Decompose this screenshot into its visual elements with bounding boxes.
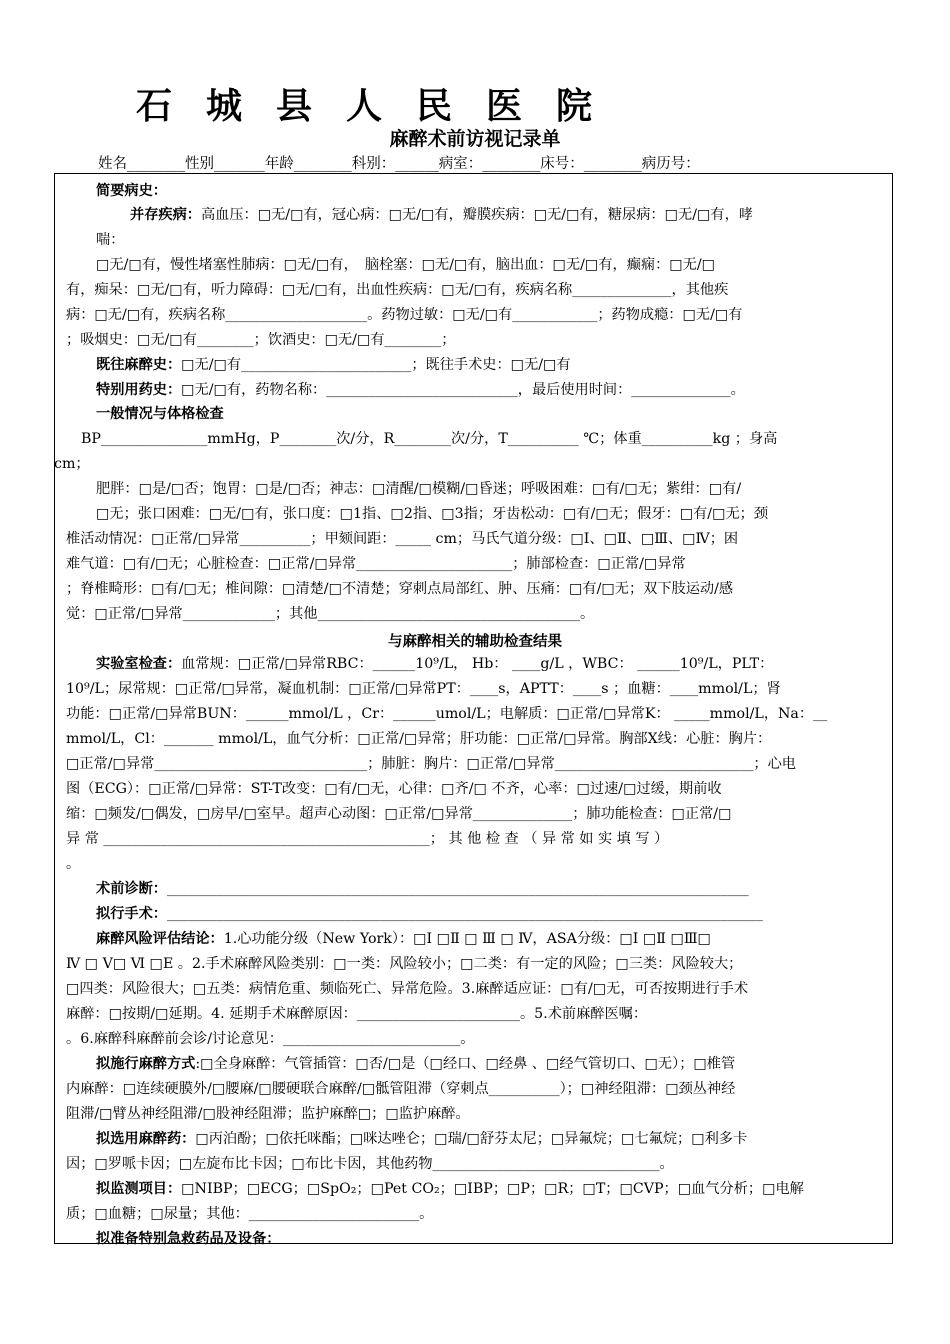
form-line: cm； xyxy=(54,456,90,472)
form-line: 拟准备特别急救药品及设备： xyxy=(96,1231,281,1247)
form-line: 有，痴呆：□无/□有，听力障碍：□无/□有，出血性疾病：□无/□有，疾病名称______________，其他疾 xyxy=(66,282,729,298)
form-line: Ⅳ □ Ⅴ□ Ⅵ □E 。2.手术麻醉风险类别：□一类：风险较小；□二类：有一定的风险；□三类：风险较大； xyxy=(66,956,743,972)
form-line: 异 常 ______________________________________________； 其 他 检 查 （ 异 常 如 实 填 写 ） xyxy=(66,831,669,847)
form-line: 拟施行麻醉方式:□全身麻醉：气管插管：□否/□是（□经口、□经鼻 、□经气管切口、□无）；□椎管 xyxy=(96,1056,736,1072)
form-line: 拟行手术：____________________________________________________________________________________ xyxy=(96,906,763,922)
form-line: ；脊椎畸形：□有/□无；椎间隙：□清楚/□不清楚；穿刺点局部红、肿、压痛：□有/□无；双下肢运动/感 xyxy=(66,581,734,597)
form-line: 既往麻醉史：□无/□有________________________；既往手术史：□无/□有 xyxy=(96,357,571,373)
form-line: 特别用药史：□无/□有，药物名称：___________________________，最后使用时间：______________。 xyxy=(96,382,745,398)
form-line: 椎活动情况：□正常/□异常__________；甲颏间距：_____ cm；马氏气道分级：□Ⅰ、□Ⅱ、□Ⅲ、□Ⅳ；困 xyxy=(66,531,739,547)
form-line: 因；□罗哌卡因；□左旋布比卡因；□布比卡因，其他药物________________________________。 xyxy=(66,1156,674,1172)
form-line: ；吸烟史：□无/□有________；饮酒史：□无/□有________； xyxy=(66,332,456,348)
form-line: BP_______________mmHg，P________次/分，R________次/分，T__________ ℃；体重__________kg ；身高 xyxy=(81,431,778,447)
form-line: mmol/L，Cl：_______ mmol/L，血气分析：□正常/□异常；肝功能：□正常/□异常。胸部X线：心脏：胸片： xyxy=(66,731,772,747)
form-line: 拟选用麻醉药：□丙泊酚；□依托咪酯；□咪达唑仑；□瑞/□舒芬太尼；□异氟烷；□七氟烷；□利多卡 xyxy=(96,1131,748,1147)
patient-header: 姓名________性别_______年龄________科别：______病室：________床号：________病历号： xyxy=(98,156,700,172)
form-line: 术前诊断：__________________________________________________________________________________ xyxy=(96,881,749,897)
form-line: 与麻醉相关的辅助检查结果 xyxy=(388,634,562,650)
form-line: 肥胖：□是/□否；饱胃：□是/□否；神志：□清醒/□模糊/□昏迷；呼吸困难：□有/□无；紫绀：□有/ xyxy=(96,481,742,497)
form-line: 麻醉：□按期/□延期。4. 延期手术麻醉原因：_______________________。5.术前麻醉医嘱： xyxy=(66,1006,648,1022)
form-line: 简要病史： xyxy=(96,183,167,199)
form-line: 。 xyxy=(66,856,81,872)
form-line: 10⁹/L；尿常规：□正常/□异常，凝血机制：□正常/□异常PT：____s，APTT：____s ；血糖：____mmol/L；肾 xyxy=(66,681,781,697)
form-line: 缩：□频发/□偶发，□房早/□室早。超声心动图：□正常/□异常______________；肺功能检查：□正常/□ xyxy=(66,806,732,822)
form-line: □无；张口困难：□无/□有，张口度：□1指、□2指、□3指；牙齿松动：□有/□无；假牙：□有/□无；颈 xyxy=(96,506,769,522)
form-line: 质；□血糖；□尿量；其他：________________________。 xyxy=(66,1206,434,1222)
form-line: 阻滞/□臂丛神经阻滞/□股神经阻滞；监护麻醉□；□监护麻醉。 xyxy=(66,1106,470,1122)
form-line: 难气道：□有/□无；心脏检查：□正常/□异常______________________；肺部检查：□正常/□异常 xyxy=(66,556,686,572)
form-line: □正常/□异常______________________________；肺脏：胸片：□正常/□异常____________________________；心电 xyxy=(66,756,796,772)
form-line: 拟监测项目：□NIBP；□ECG；□SpO₂；□Pet CO₂；□IBP；□P；□R；□T；□CVP；□血气分析；□电解 xyxy=(96,1181,804,1197)
form-line: □四类：风险很大；□五类：病情危重、频临死亡、异常危险。3.麻醉适应证：□有/□无，可否按期进行手术 xyxy=(66,981,749,997)
form-line: 并存疾病：高血压：□无/□有，冠心病：□无/□有，瓣膜疾病：□无/□有，糖尿病：□无/□有，哮 xyxy=(130,207,753,223)
form-line: 功能：□正常/□异常BUN：______mmol/L ，Cr：______umol/L；电解质：□正常/□异常K： _____mmol/L，Na：__ xyxy=(66,706,828,722)
form-line: 图（ECG）：□正常/□异常：ST-T改变：□有/□无，心律：□齐/□ 不齐，心率：□过速/□过缓，期前收 xyxy=(66,781,722,797)
form-line: 病：□无/□有，疾病名称____________________。药物过敏：□无/□有____________；药物成瘾：□无/□有 xyxy=(66,307,743,323)
form-line: 喘： xyxy=(96,232,125,248)
form-line: 实验室检查：血常规：□正常/□异常RBC：______10⁹/L， Hb： ____g/L ，WBC： ______10⁹/L，PLT： xyxy=(96,656,774,672)
form-subtitle: 麻醉术前访视记录单 xyxy=(389,128,561,150)
form-line: 一般情况与体格检查 xyxy=(96,406,224,422)
form-line: 觉：□正常/□异常_____________；其他_____________________________________。 xyxy=(66,606,595,622)
form-line: 麻醉风险评估结论：1.心功能分级（New York）：□Ⅰ □Ⅱ □ Ⅲ □ Ⅳ，ASA分级：□Ⅰ □Ⅱ □Ⅲ□ xyxy=(96,931,711,947)
form-line: □无/□有，慢性堵塞性肺病：□无/□有， 脑栓塞：□无/□有，脑出血：□无/□有，癫痫：□无/□ xyxy=(96,257,716,273)
form-line: 。6.麻醉科麻醉前会诊/讨论意见：_________________________。 xyxy=(66,1031,475,1047)
hospital-title: 石城县人民医院 xyxy=(136,85,627,127)
form-line: 内麻醉：□连续硬膜外/□腰麻/□腰硬联合麻醉/□骶管阻滞（穿刺点__________）；□神经阻滞：□颈丛神经 xyxy=(66,1081,736,1097)
